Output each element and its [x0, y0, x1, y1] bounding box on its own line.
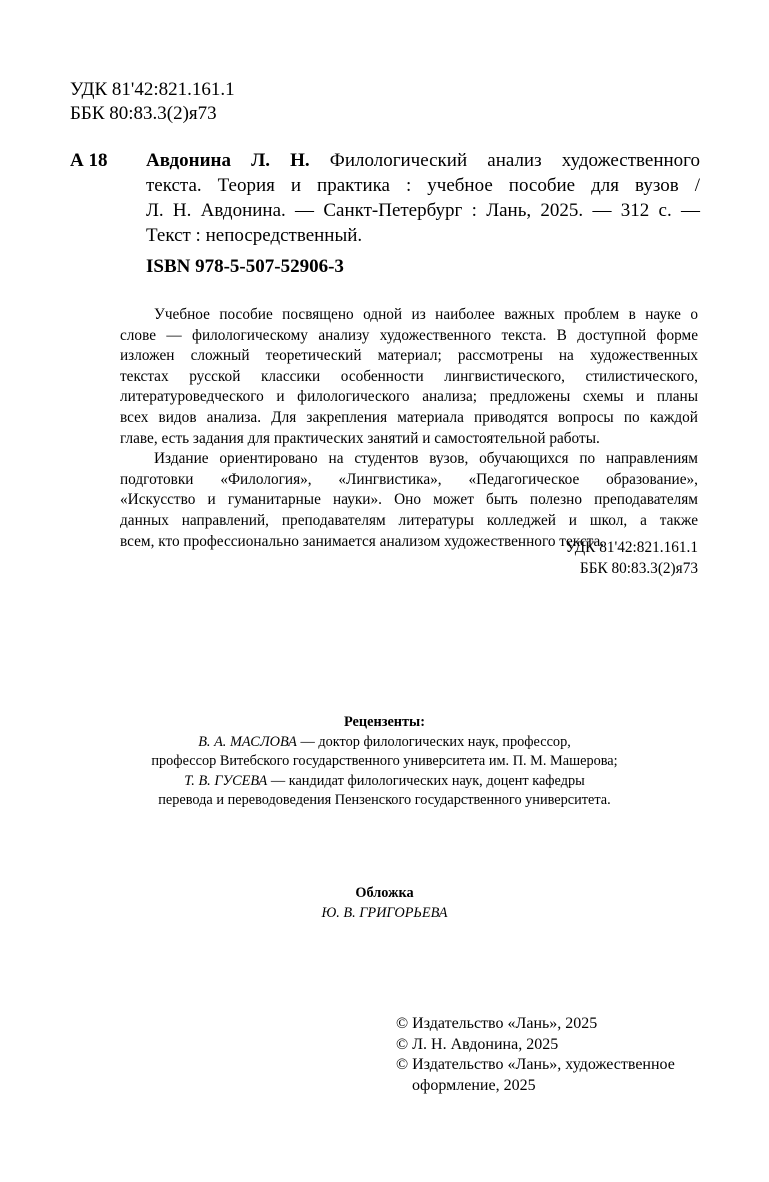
- reviewer-2-affiliation: перевода и переводоведения Пензенского государственного университета.: [158, 792, 611, 808]
- annotation-line: всех видов анализа. Для закрепления материала приводятся вопросы по каждой: [120, 408, 698, 426]
- cover-designer: Ю. В. ГРИГОРЬЕВА: [321, 904, 448, 921]
- annotation-line: данных направлений, преподавателям литературы колледжей и школ, а также: [120, 511, 698, 529]
- reviewers-block: [0, 713, 769, 811]
- annotation-line: «Искусство и гуманитарные науки». Оно может быть полезно преподавателям: [120, 491, 698, 509]
- bibliographic-description: [146, 148, 700, 248]
- reviewer-2: [0, 772, 769, 792]
- reviewer-name: В. А. МАСЛОВА: [198, 733, 297, 750]
- isbn: ISBN 978-5-507-52906-3: [146, 256, 344, 277]
- udk-code: УДК 81'42:821.161.1: [565, 539, 698, 556]
- annotation: [120, 305, 698, 552]
- reviewer-1-affiliation: профессор Витебского государственного университета им. П. М. Машерова;: [151, 753, 618, 769]
- author-mark: А 18: [70, 150, 108, 171]
- entry-line: [146, 148, 700, 173]
- annotation-line: Учебное пособие посвящено одной из наиболее важных проблем в науке о: [154, 306, 698, 323]
- reviewer-1: [0, 733, 769, 753]
- reviewers-heading: Рецензенты:: [344, 714, 425, 730]
- annotation-line: всем, кто профессионально занимается анализом художественного текста.: [120, 532, 605, 550]
- bbk-code: ББК 80:83.3(2)я73: [70, 103, 217, 124]
- annotation-line: текстах русской классики особенности лингвистического, стилистического,: [120, 367, 698, 385]
- copyright-line: © Издательство «Лань», художественное: [396, 1056, 675, 1073]
- author-name: Авдонина Л. Н.: [146, 150, 310, 171]
- copyright-line: © Издательство «Лань», 2025: [396, 1015, 598, 1032]
- udk-code: УДК 81'42:821.161.1: [70, 79, 235, 100]
- bbk-code: ББК 80:83.3(2)я73: [579, 559, 698, 577]
- copyright-line-continuation: оформление, 2025: [412, 1076, 536, 1094]
- annotation-line: главе, есть задания для практических занятий и самостоятельной работы.: [120, 429, 600, 447]
- annotation-line: слове — филологическому анализу художественного текста. В доступной форме: [120, 326, 698, 344]
- reviewer-credentials: — доктор филологических наук, профессор,: [296, 733, 571, 750]
- annotation-line: подготовки «Филология», «Лингвистика», «Педагогическое образование»,: [120, 470, 698, 488]
- cover-credit: [0, 884, 769, 923]
- entry-line: Текст : непосредственный.: [146, 225, 363, 246]
- annotation-line: Издание ориентировано на студентов вузов, обучающихся по направлениям: [154, 450, 698, 468]
- bibliographic-entry: [70, 148, 700, 248]
- entry-line: Л. Н. Авдонина. — Санкт-Петербург : Лань, 2025. — 312 с. —: [146, 200, 700, 221]
- classification-codes-bottom: [565, 538, 698, 579]
- title-start: Филологический анализ художественного: [309, 150, 700, 171]
- copyright-notices: [396, 1014, 675, 1096]
- reviewer-name: Т. В. ГУСЕВА: [184, 772, 268, 789]
- entry-line: текста. Теория и практика : учебное пособие для вузов /: [146, 175, 700, 196]
- annotation-line: изложен сложный теоретический материал; рассмотрены на художественных: [120, 347, 698, 365]
- reviewer-credentials: — кандидат филологических наук, доцент кафедры: [267, 772, 585, 789]
- classification-codes-top: [70, 78, 235, 126]
- copyright-line: © Л. Н. Авдонина, 2025: [396, 1035, 559, 1053]
- cover-heading: Обложка: [355, 885, 414, 901]
- annotation-line: литературоведческого и филологического анализа; предложены схемы и планы: [120, 388, 698, 406]
